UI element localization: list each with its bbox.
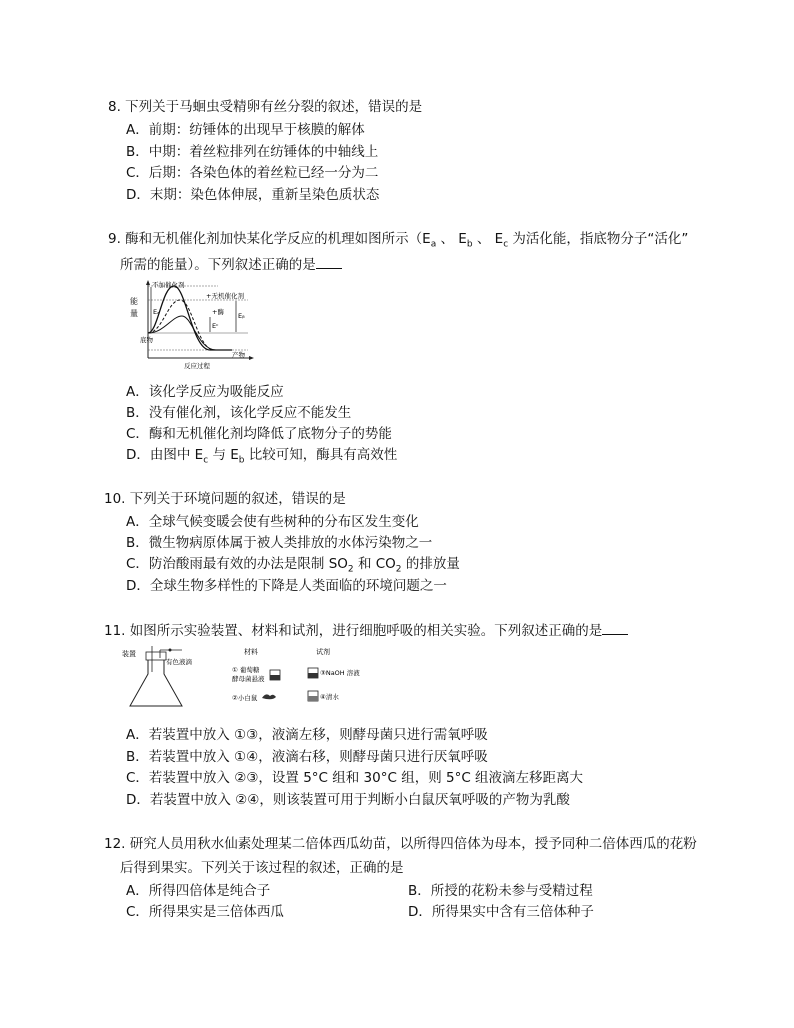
material-1-line2: 酵母菌悬液: [232, 675, 265, 683]
material-1-line1: ① 葡萄糖: [232, 666, 260, 674]
reagent-1: ③NaOH 溶液: [320, 669, 360, 677]
reagent-header: 试剂: [316, 648, 330, 656]
label-no-catalyst: 不加催化剂: [152, 281, 185, 289]
q10-option-a: A．全球气候变暖会使有些树种的分布区发生变化: [126, 514, 419, 530]
q9-stem-line1: 9. 酶和无机催化剂加快某化学反应的机理如图所示（$E_a$ 、 $E_b$ 、 $E_c$ 为活化能，指底物分子“活化”: [108, 231, 689, 250]
q9-stem-line2: 所需的能量）。下列叙述正确的是: [120, 256, 342, 274]
q9-option-b: B．没有催化剂，该化学反应不能发生: [126, 405, 352, 421]
label-inorganic-catalyst: +无机催化剂: [206, 292, 244, 300]
label-eb: Eᵦ: [238, 312, 245, 320]
label-product: 产物: [232, 351, 245, 359]
q12-option-a: A．所得四倍体是纯合子: [126, 883, 271, 899]
answer-blank[interactable]: [602, 622, 628, 635]
q10-stem: 10. 下列关于环境问题的叙述，错误的是: [104, 491, 346, 507]
label-ec: Eᶜ: [212, 322, 219, 330]
label-substrate: 底物: [140, 336, 153, 344]
q8-stem: 8. 下列关于马蛔虫受精卵有丝分裂的叙述，错误的是: [108, 99, 423, 115]
material-2: ②小白鼠: [232, 694, 258, 702]
q9-option-d: D．由图中 $E_c$ 与 $E_b$ 比较可知，酶具有高效性: [126, 447, 398, 466]
q11-option-d: D．若装置中放入 ②④，则该装置可用于判断小白鼠厌氧呼吸的产物为乳酸: [126, 792, 570, 808]
q11-option-b: B．若装置中放入 ①④，液滴右移，则酵母菌只进行厌氧呼吸: [126, 749, 488, 765]
q10-option-c: C．防治酸雨最有效的办法是限制 $SO_2$ 和 $CO_2$ 的排放量: [126, 556, 460, 575]
q10-option-d: D．全球生物多样性的下降是人类面临的环境问题之一: [126, 578, 447, 594]
label-enzyme: +酶: [212, 308, 224, 316]
q11-apparatus-figure: [120, 644, 370, 712]
liquid-label: 有色液滴: [166, 658, 192, 666]
y-axis-label-1: 能: [130, 297, 138, 306]
device-label: 装置: [122, 650, 136, 658]
q8-option-b: B．中期：着丝粒排列在纺锤体的中轴线上: [126, 144, 379, 160]
q8-option-a: A．前期：纺锤体的出现早于核膜的解体: [126, 122, 365, 138]
label-ea: Eₐ: [153, 308, 160, 316]
q10-option-b: B．微生物病原体属于被人类排放的水体污染物之一: [126, 535, 433, 551]
q9-option-a: A．该化学反应为吸能反应: [126, 384, 284, 400]
y-axis-label-2: 量: [130, 309, 138, 318]
material-header: 材料: [244, 648, 258, 656]
q12-option-d: D．所得果实中含有三倍体种子: [408, 904, 594, 920]
q11-stem: 11. 如图所示实验装置、材料和试剂，进行细胞呼吸的相关实验。下列叙述正确的是: [104, 622, 628, 640]
q11-option-a: A．若装置中放入 ①③，液滴左移，则酵母菌只进行需氧呼吸: [126, 727, 488, 743]
q12-stem-line1: 12. 研究人员用秋水仙素处理某二倍体西瓜幼苗，以所得四倍体为母本，授予同种二倍体西瓜的花粉: [104, 836, 697, 852]
q12-option-b: B．所授的花粉未参与受精过程: [408, 883, 593, 899]
q9-energy-diagram: [128, 278, 260, 370]
q12-stem-line2: 后得到果实。下列关于该过程的叙述，正确的是: [120, 860, 404, 876]
q11-option-c: C．若装置中放入 ②③，设置 5°C 组和 30°C 组，则 5°C 组液滴左移距离大: [126, 770, 584, 786]
q8-option-d: D．末期：染色体伸展，重新呈染色质状态: [126, 187, 380, 203]
reagent-2: ④清水: [320, 693, 339, 701]
answer-blank[interactable]: [316, 256, 342, 269]
mouse-icon: [262, 694, 276, 699]
x-axis-label: 反应过程: [184, 362, 210, 370]
q8-option-c: C．后期：各染色体的着丝粒已经一分为二: [126, 165, 379, 181]
q12-option-c: C．所得果实是三倍体西瓜: [126, 904, 284, 920]
liquid-drop-icon: [169, 649, 172, 652]
q9-option-c: C．酶和无机催化剂均降低了底物分子的势能: [126, 426, 392, 442]
